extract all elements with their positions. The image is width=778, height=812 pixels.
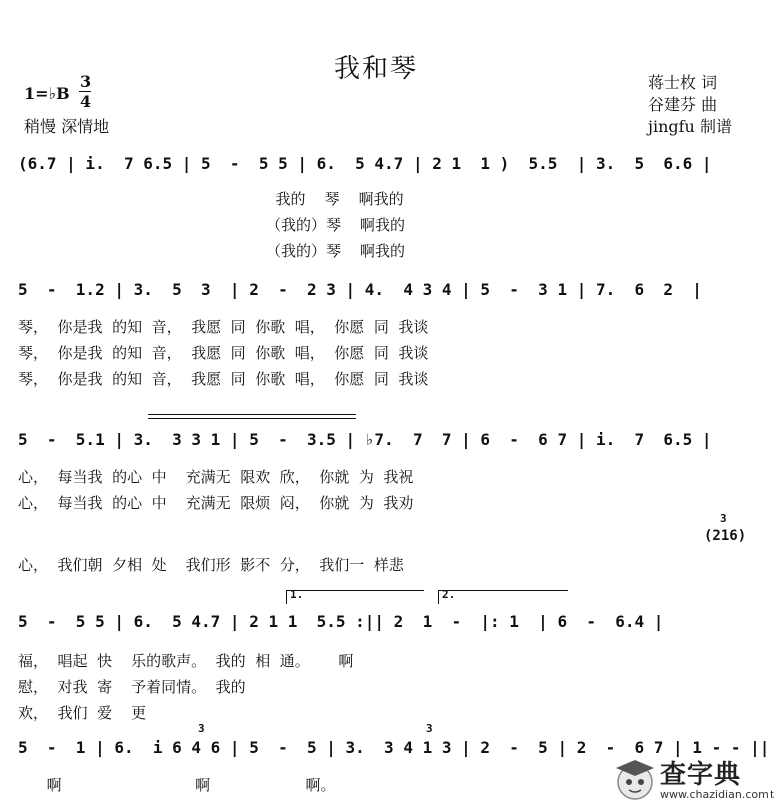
tempo-marking: 稍慢 深情地 bbox=[24, 117, 110, 136]
key-signature: 1=♭B bbox=[24, 84, 70, 103]
lyric-line-5: 啊 啊 啊。 bbox=[18, 776, 336, 794]
lyric-line-1-verse-3: （我的）琴 啊我的 bbox=[18, 242, 406, 260]
volta-1-bracket-left bbox=[286, 590, 287, 604]
extension-line-2 bbox=[148, 418, 356, 419]
volta-1-label: 1. bbox=[290, 588, 304, 601]
lyric-line-3-verse-1: 心， 每当我 的心 中 充满无 限欢 欣， 你就 为 我祝 bbox=[18, 468, 414, 486]
triplet-mark-2: 3 bbox=[426, 722, 433, 735]
lyric-line-3-verse-2: 心， 每当我 的心 中 充满无 限烦 闷， 你就 为 我劝 bbox=[18, 494, 414, 512]
lyric-line-2-verse-2: 琴， 你是我 的知 音， 我愿 同 你歌 唱， 你愿 同 我谈 bbox=[18, 344, 429, 362]
volta-2-bracket bbox=[438, 590, 568, 591]
lyricist-credit: 蒋士枚 词 bbox=[648, 73, 718, 92]
notation-line-1: (6.7 | i. 7 6.5 | 5 - 5 5 | 6. 5 4.7 | 2 1 1 ) 5.5 | 3. 5 6.6 | bbox=[18, 154, 712, 173]
volta-2-label: 2. bbox=[442, 588, 456, 601]
lyric-line-1-verse-1: 我的 琴 啊我的 bbox=[18, 190, 404, 208]
time-signature-bottom: 4 bbox=[80, 92, 92, 111]
lyric-line-4-verse-3: 欢， 我们 爱 更 bbox=[18, 704, 147, 722]
corner-mark: t bbox=[770, 790, 775, 801]
notation-line-3: 5 - 5.1 | 3. 3 3 1 | 5 - 3.5 | ♭7. 7 7 | 6 - 6 7 | i. 7 6.5 | bbox=[18, 430, 712, 449]
triplet-mark-1: 3 bbox=[198, 722, 205, 735]
lyric-line-4-verse-1: 福， 唱起 快 乐的歌声。 我的 相 通。 啊 bbox=[18, 652, 354, 670]
extension-line-1 bbox=[148, 414, 356, 415]
notation-line-2: 5 - 1.2 | 3. 5 3 | 2 - 2 3 | 4. 4 3 4 | 5 - 3 1 | 7. 6 2 | bbox=[18, 280, 702, 299]
time-signature-top: 3 bbox=[80, 72, 92, 91]
notation-line-4: 5 - 5 5 | 6. 5 4.7 | 2 1 1 5.5 :|| 2 1 - |: 1 | 6 - 6.4 | bbox=[18, 612, 664, 631]
alt-notes: (216) bbox=[704, 528, 747, 544]
mascot-icon bbox=[608, 752, 662, 806]
lyric-line-2-verse-1: 琴， 你是我 的知 音， 我愿 同 你歌 唱， 你愿 同 我谈 bbox=[18, 318, 429, 336]
alt-triplet-mark: 3 bbox=[720, 512, 727, 525]
engraver-credit: jingfu 制谱 bbox=[648, 117, 732, 136]
song-title: 我和琴 bbox=[334, 54, 419, 84]
watermark-brand: 查字典 bbox=[660, 760, 742, 790]
watermark-logo bbox=[608, 752, 775, 808]
lyric-line-3-verse-3: 心， 我们朝 夕相 处 我们形 影不 分， 我们一 样悲 bbox=[18, 556, 404, 574]
lyric-line-1-verse-2: （我的）琴 啊我的 bbox=[18, 216, 406, 234]
notation-line-5: 5 - 1 | 6. i 6 4 6 | 5 - 5 | 3. 3 4 1 3 | 2 - 5 | 2 - 6 7 | 1 - - || bbox=[18, 738, 770, 757]
volta-1-bracket bbox=[286, 590, 424, 591]
volta-2-bracket-left bbox=[438, 590, 439, 604]
composer-credit: 谷建芬 曲 bbox=[648, 95, 718, 114]
lyric-line-4-verse-2: 慰， 对我 寄 予着同情。 我的 bbox=[18, 678, 246, 696]
watermark-url: www.chazidian.com bbox=[660, 788, 769, 801]
lyric-line-2-verse-3: 琴， 你是我 的知 音， 我愿 同 你歌 唱， 你愿 同 我谈 bbox=[18, 370, 429, 388]
